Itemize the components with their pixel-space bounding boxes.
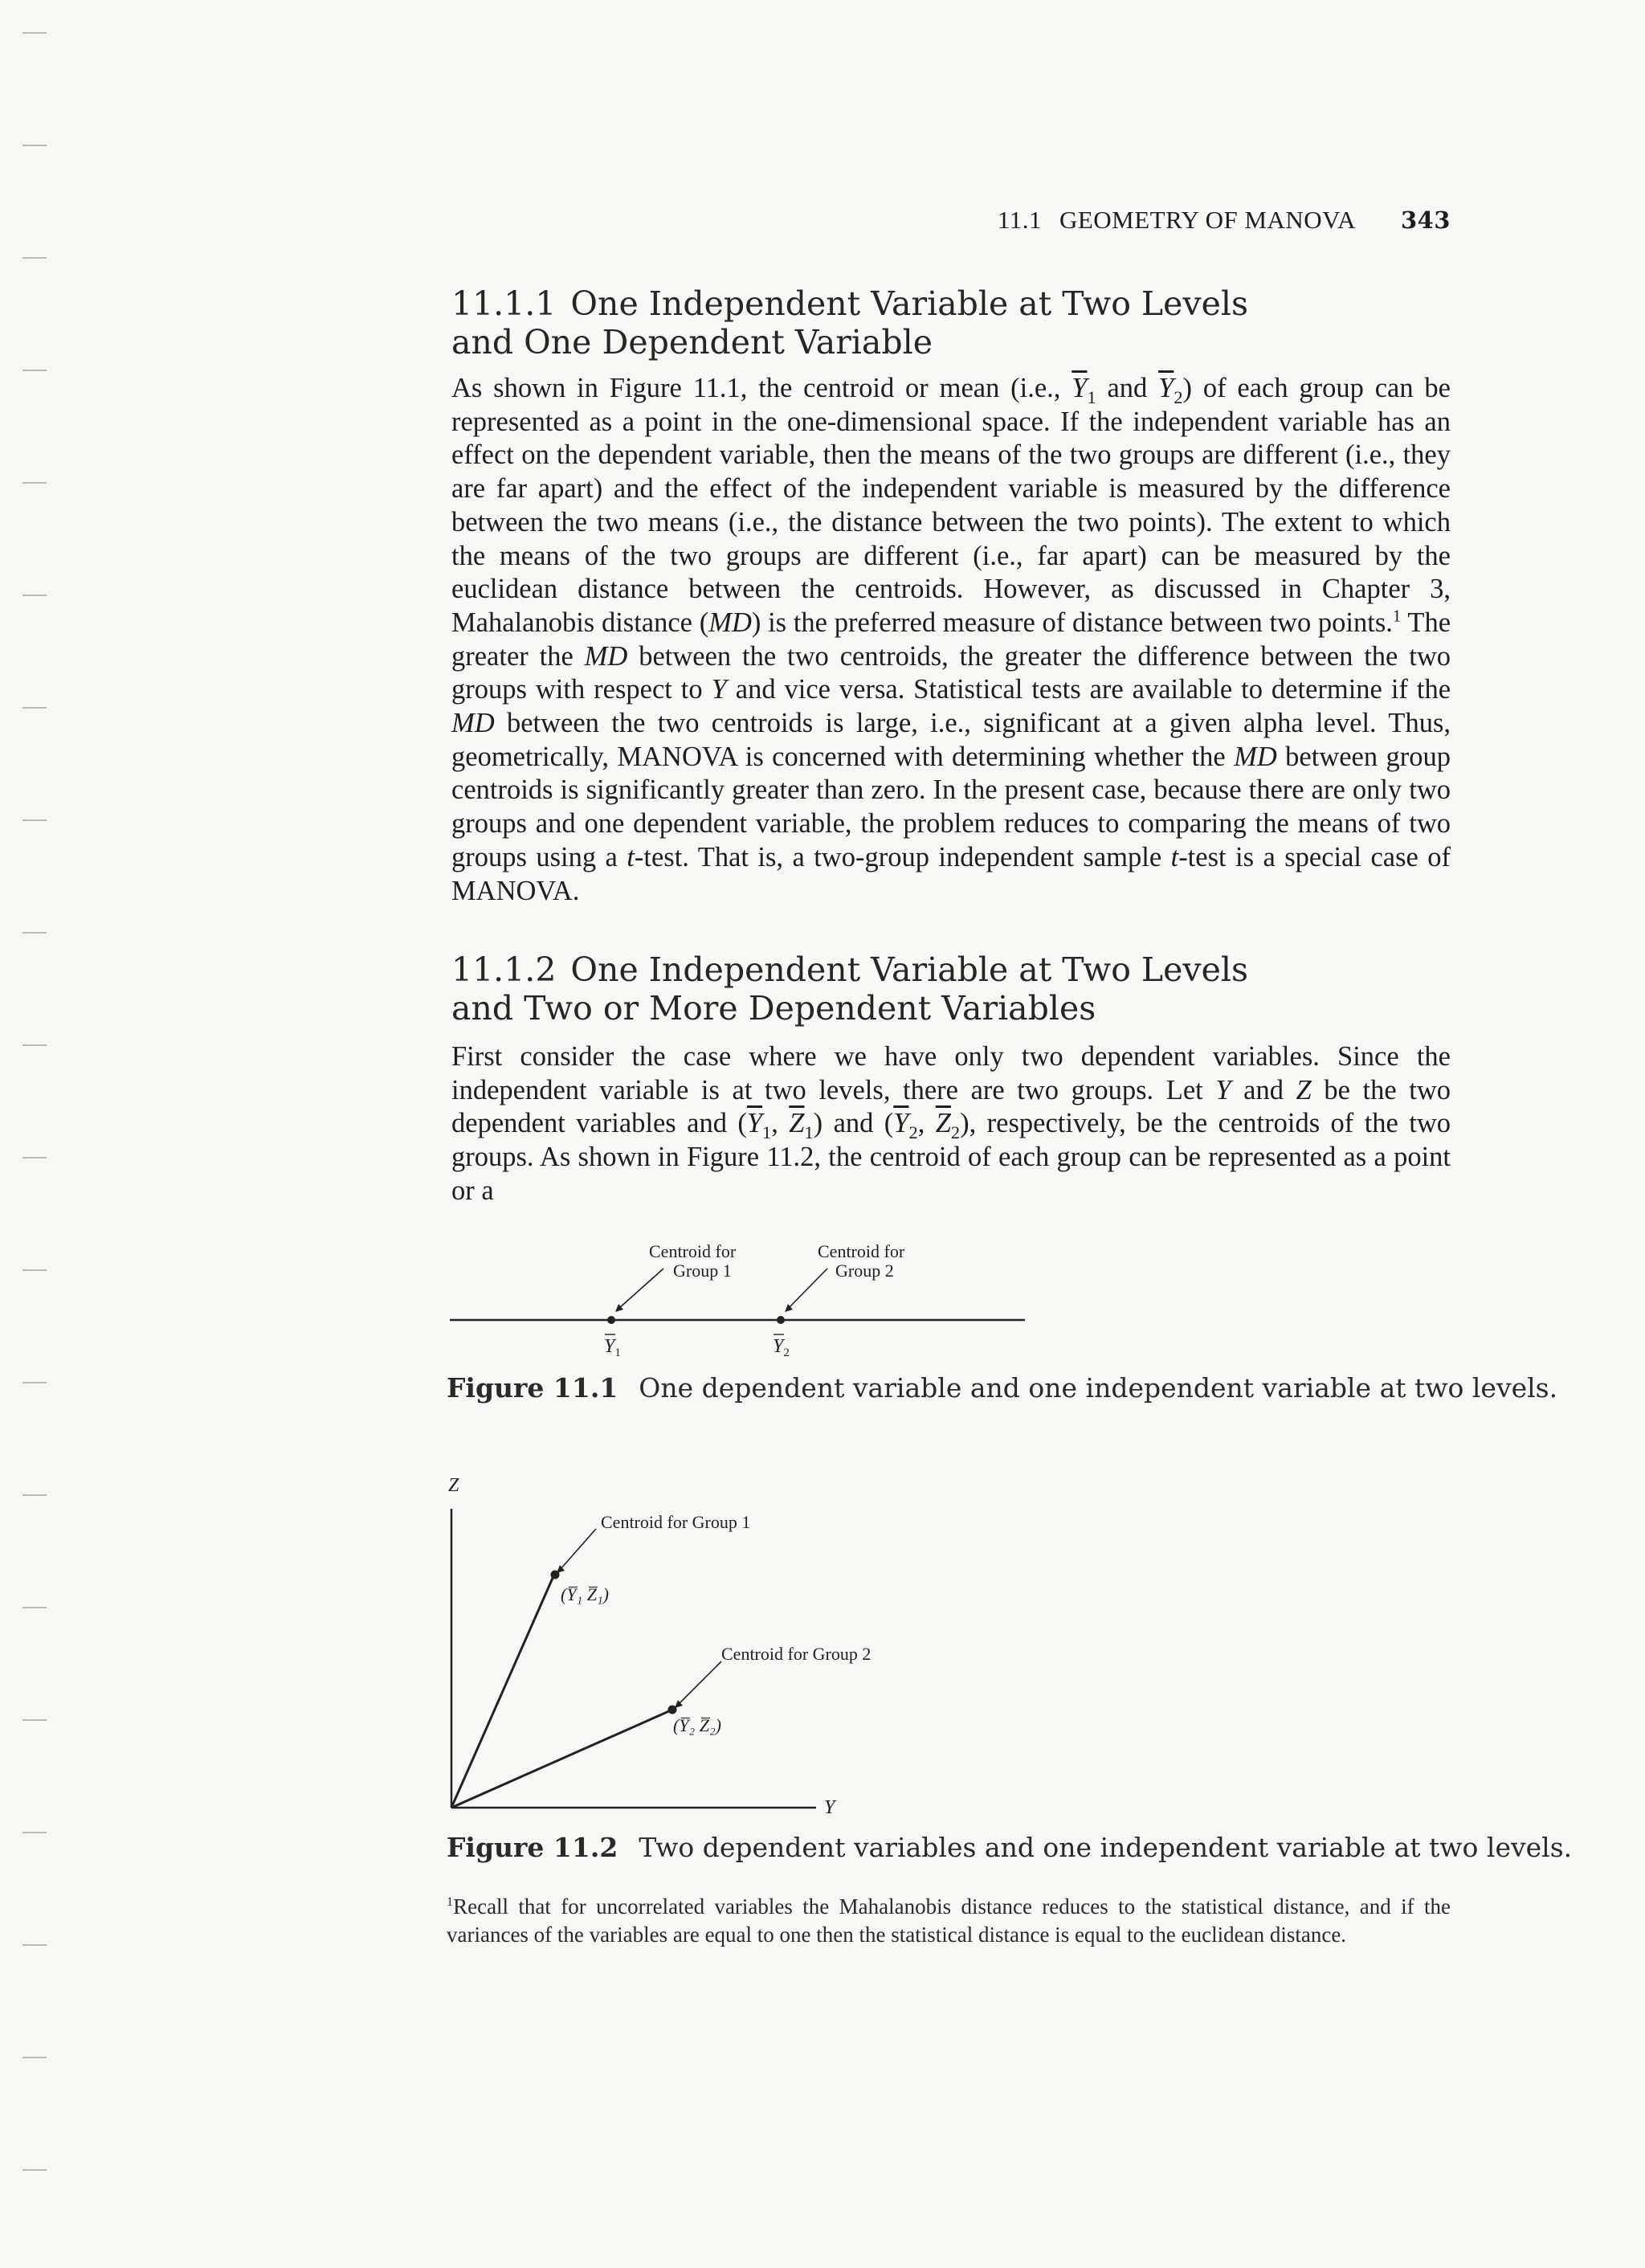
- annotation-arrow-2: [678, 1661, 721, 1705]
- vector-group-1: [451, 1576, 553, 1808]
- footnote-text: Recall that for uncorrelated variables the Mahalanobis distance reduces to the statistical distance, and if the variances of the variables are equal to one then the statistical distance is equal to the euclidean distance.: [447, 1894, 1451, 1947]
- section-title-line-2: and One Dependent Variable: [451, 323, 933, 362]
- annotation-arrow-1: [618, 1269, 663, 1309]
- caption-text: One dependent variable and one independent variable at two levels.: [639, 1372, 1558, 1404]
- section-number: 11.1.2: [451, 950, 557, 989]
- figure-11-2-caption: [447, 1832, 1572, 1863]
- annotation-centroid-group-1: Centroid for Group 1: [601, 1512, 751, 1532]
- point-1-label: (Y̅₁ Z̅₁): [561, 1584, 609, 1604]
- page-number: 343: [1400, 206, 1451, 234]
- scan-margin-marks: [22, 0, 55, 2268]
- running-head-title: GEOMETRY OF MANOVA: [1059, 206, 1356, 234]
- vector-group-2: [451, 1710, 671, 1808]
- annotation-centroid-group-2: Centroid for Group 2: [721, 1644, 871, 1664]
- annotation-1-line-2: Group 1: [673, 1261, 732, 1281]
- centroid-point-group-1: [607, 1316, 615, 1324]
- footnote-marker: 1: [447, 1894, 454, 1909]
- caption-text: Two dependent variables and one independent variable at two levels.: [639, 1832, 1573, 1863]
- section-title-line-1: One Independent Variable at Two Levels: [570, 950, 1249, 989]
- point-2-label: (Y̅₂ Z̅₂): [673, 1715, 721, 1735]
- running-head: [932, 206, 1451, 235]
- annotation-arrow-1: [560, 1529, 596, 1570]
- section-title-line-2: and Two or More Dependent Variables: [451, 989, 1096, 1028]
- annotation-2-line-1: Centroid for: [818, 1241, 905, 1261]
- section-title-line-1: One Independent Variable at Two Levels: [570, 284, 1249, 323]
- centroid-point-group-2: [777, 1316, 785, 1324]
- annotation-arrow-2: [788, 1269, 827, 1309]
- point-1-label: $Y_1$: [604, 1336, 621, 1359]
- section-1-paragraph: As shown in Figure 11.1, the centroid or mean (i.e., $\overline{Y}_1$ and $\overline{Y}_2$) of each group can be represented as a point in the one-dimensional space. If the independent variable has an effect on the dependent variable, then the means of the two groups are different (i.e., they are far apart) and the effect of the independent variable is measured by the difference between the two means (i.e., the distance between the two points). The extent to which the means of the two groups are different (i.e., far apart) can be measured by the euclidean distance between the centroids. However, as discussed in Chapter 3, Mahalanobis distance (MD) is the preferred measure of distance between two points.$^1$ The greater the MD between the two centroids, the greater the difference between the two groups with respect to Y and vice versa. Statistical tests are available to determine if the MD between the two centroids is large, i.e., significant at a given alpha level. Thus, geometrically, MANOVA is concerned with determining whether the MD between group centroids is significantly greater than zero. In the present case, because there are only two groups and one dependent variable, the problem reduces to comparing the means of two groups using a t-test. That is, a two-group independent sample t-test is a special case of MANOVA.: [451, 373, 1451, 906]
- annotation-2-line-2: Group 2: [835, 1261, 894, 1281]
- figure-11-1-caption: [447, 1372, 1557, 1404]
- point-2-label: $Y_2$: [773, 1336, 790, 1359]
- figure-label: Figure 11.2: [447, 1832, 618, 1863]
- section-2-paragraph: First consider the case where we have only two dependent variables. Since the independent variable is at two levels, there are two groups. Let Y and Z be the two dependent variables and ($\overline{Y}_1$, $\overline{Z}_1$) and ($\overline{Y}_2$, $\overline{Z}_2$), respectively, be the centroids of the two groups. As shown in Figure 11.2, the centroid of each group can be represented as a point or a: [451, 1041, 1451, 1206]
- footnote: [447, 1893, 1451, 1949]
- figure-11-1: [447, 1233, 1041, 1370]
- figure-label: Figure 11.1: [447, 1372, 618, 1404]
- y-axis-label: Y: [824, 1797, 835, 1818]
- z-axis-label: Z: [448, 1475, 459, 1496]
- figure-11-2: [447, 1470, 896, 1824]
- section-heading-11-1-2: [451, 950, 1451, 1028]
- section-number: 11.1.1: [451, 284, 557, 323]
- annotation-1-line-1: Centroid for: [649, 1241, 737, 1261]
- running-head-section: 11.1: [997, 206, 1042, 234]
- section-heading-11-1-1: [451, 284, 1451, 362]
